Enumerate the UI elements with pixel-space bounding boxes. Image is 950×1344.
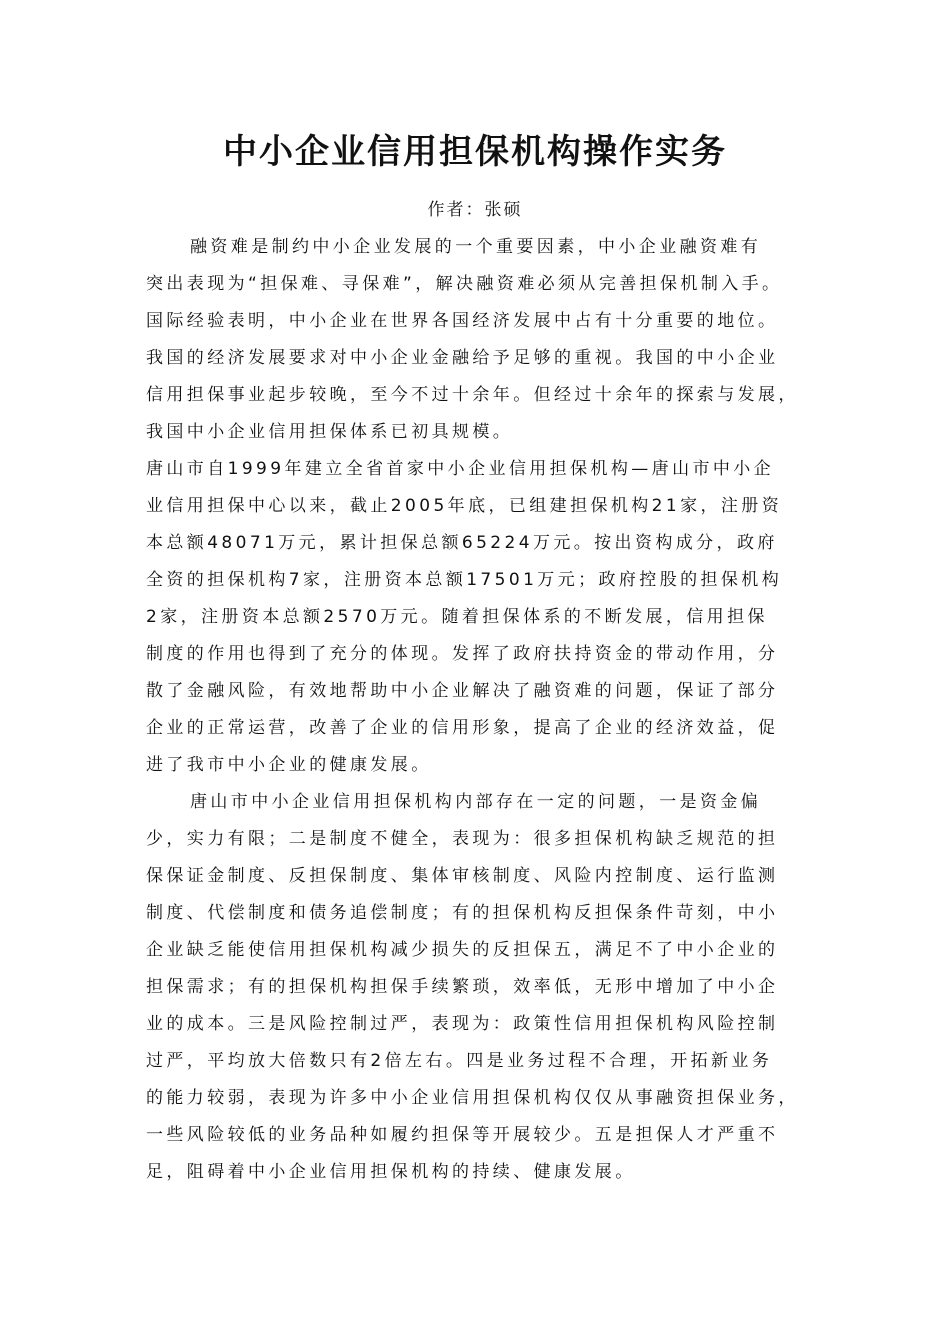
- paragraph-line: 足，阻碍着中小企业信用担保机构的持续、健康发展。: [146, 1162, 636, 1182]
- paragraph-line: 进了我市中小企业的健康发展。: [146, 755, 432, 775]
- paragraph-line: 唐山市中小企业信用担保机构内部存在一定的问题，一是资金偏: [190, 792, 762, 812]
- paragraph-line: 制度的作用也得到了充分的体现。发挥了政府扶持资金的带动作用，分: [146, 644, 779, 664]
- paragraph-line: 业信用担保中心以来，截止2005年底，已组建担保机构21家，注册资: [146, 496, 783, 516]
- paragraph-line: 融资难是制约中小企业发展的一个重要因素，中小企业融资难有: [190, 237, 762, 257]
- paragraph-line: 信用担保事业起步较晚，至今不过十余年。但经过十余年的探索与发展，: [146, 385, 799, 405]
- paragraph-line: 本总额48071万元，累计担保总额65224万元。按出资构成分，政府: [146, 533, 778, 553]
- paragraph-line: 我国中小企业信用担保体系已初具规模。: [146, 422, 514, 442]
- document-body: [146, 229, 826, 1191]
- paragraph-line: 企业缺乏能使信用担保机构减少损失的反担保五，满足不了中小企业的: [146, 940, 779, 960]
- paragraph-line: 业的成本。三是风险控制过严，表现为：政策性信用担保机构风险控制: [146, 1014, 779, 1034]
- author-line: 作者：张硕: [427, 200, 523, 220]
- paragraph-line: 制度、代偿制度和债务追偿制度；有的担保机构反担保条件苛刻，中小: [146, 903, 779, 923]
- paragraph-line: 担保需求；有的担保机构担保手续繁琐，效率低，无形中增加了中小企: [146, 977, 779, 997]
- paragraph-line: 少，实力有限；二是制度不健全，表现为：很多担保机构缺乏规范的担: [146, 829, 779, 849]
- paragraph-line: 过严，平均放大倍数只有2倍左右。四是业务过程不合理，开拓新业务: [146, 1051, 773, 1071]
- paragraph-line: 全资的担保机构7家，注册资本总额17501万元；政府控股的担保机构: [146, 570, 783, 590]
- paragraph-line: 突出表现为“担保难、寻保难”，解决融资难必须从完善担保机制入手。: [146, 274, 783, 294]
- paragraph-line: 唐山市自1999年建立全省首家中小企业信用担保机构—唐山市中小企: [146, 459, 775, 479]
- paragraph-line: 我国的经济发展要求对中小企业金融给予足够的重视。我国的中小企业: [146, 348, 779, 368]
- paragraph-line: 的能力较弱，表现为许多中小企业信用担保机构仅仅从事融资担保业务，: [146, 1088, 799, 1108]
- paragraph-line: 保保证金制度、反担保制度、集体审核制度、风险内控制度、运行监测: [146, 866, 779, 886]
- paragraph-line: 2家，注册资本总额2570万元。随着担保体系的不断发展，信用担保: [146, 607, 768, 627]
- paragraph-line: 散了金融风险，有效地帮助中小企业解决了融资难的问题，保证了部分: [146, 681, 779, 701]
- paragraph-line: 一些风险较低的业务品种如履约担保等开展较少。五是担保人才严重不: [146, 1125, 779, 1145]
- document-title: 中小企业信用担保机构操作实务: [223, 132, 727, 172]
- paragraph-line: 国际经验表明，中小企业在世界各国经济发展中占有十分重要的地位。: [146, 311, 779, 331]
- paragraph-line: 企业的正常运营，改善了企业的信用形象，提高了企业的经济效益，促: [146, 718, 779, 738]
